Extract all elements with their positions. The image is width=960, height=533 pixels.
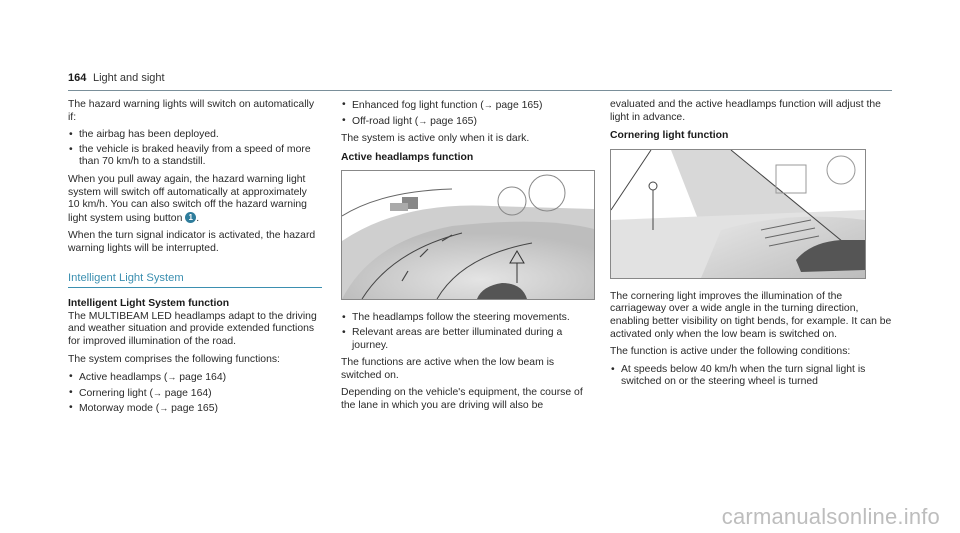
page-ref[interactable]: page 165) (427, 115, 477, 127)
section-title: Intelligent Light System (68, 271, 184, 284)
list-item (68, 371, 320, 385)
column-1 (68, 99, 320, 421)
list-item (68, 387, 320, 401)
page-ref-arrow-icon: → (159, 403, 169, 414)
advance-adjust-paragraph: evaluated and the active headlamps function will adjust the light in advance. (610, 99, 881, 123)
page-ref-arrow-icon: → (167, 372, 177, 383)
paragraph-end: . (196, 212, 200, 224)
item-text: Cornering light ( (79, 387, 153, 399)
item-text: Enhanced fog light function ( (352, 100, 484, 111)
column-3 (610, 99, 892, 394)
functions-list (68, 371, 320, 416)
page-ref[interactable]: page 165) (492, 100, 543, 111)
list-item: • The headlamps follow the steering movements. (341, 312, 594, 325)
paragraph-text: When you pull away again, the hazard warning light system will switch off automatically at approximately 10 km/h. You can also switch off the hazard warning light system using button (68, 173, 307, 224)
item-text: Motorway mode ( (79, 403, 160, 415)
list-item: • Relevant areas are better illuminated during a journey. (341, 327, 594, 352)
list-item (341, 99, 594, 113)
subheading-active-headlamps: Active headlamps function (341, 151, 474, 163)
equipment-paragraph: Depending on the vehicle's equipment, the course of the lane in which you are driving will also be (341, 387, 583, 411)
subheading-cornering-light: Cornering light function (610, 130, 729, 142)
page-ref[interactable]: page 164) (161, 387, 212, 399)
low-beam-paragraph: The functions are active when the low beam is switched on. (341, 357, 555, 381)
cornering-description: The cornering light improves the illumination of the carriageway over a wide angle in the turning direction, enabling better visibility on tight bends, for example. It can be activated only when the low beam is switched on. (610, 290, 892, 340)
item-text: Active headlamps ( (79, 372, 168, 384)
chapter-title: Light and sight (93, 72, 165, 84)
section-rule (68, 287, 322, 288)
functions-list-continued (341, 99, 594, 128)
page-ref[interactable]: page 165) (168, 403, 218, 415)
hazard-conditions-list (68, 129, 320, 169)
conditions-list (610, 364, 892, 389)
list-item (68, 402, 320, 416)
list-item: • the vehicle is braked heavily from a speed of more than 70 km/h to a standstill. (68, 144, 320, 169)
page-ref-arrow-icon: → (483, 100, 493, 110)
cornering-light-illustration (610, 149, 866, 279)
turn-signal-paragraph: When the turn signal indicator is activated, the hazard warning lights will be interrupted. (68, 230, 316, 254)
page-ref[interactable]: page 164) (176, 372, 227, 384)
item-text: Off-road light ( (352, 115, 419, 127)
subheading-ils-function: Intelligent Light System function (68, 298, 230, 310)
page-ref-arrow-icon: → (418, 115, 428, 126)
list-item (341, 115, 594, 129)
intersection-drawing (611, 150, 865, 278)
page-number: 164 (68, 72, 87, 84)
active-headlamps-list (341, 312, 594, 352)
functions-intro: The system comprises the following functions: (68, 353, 280, 365)
active-headlamps-illustration (341, 170, 595, 300)
list-item: • the airbag has been deployed. (68, 129, 320, 142)
list-item: • At speeds below 40 km/h when the turn signal light is switched on or the steering wheel is turned (610, 364, 892, 389)
hazard-switch-off-paragraph (68, 174, 320, 225)
conditions-intro: The function is active under the following conditions: (610, 346, 851, 358)
column-2 (341, 99, 594, 418)
page-ref-arrow-icon: → (152, 387, 162, 398)
curved-road-drawing (342, 171, 594, 299)
multibeam-paragraph: The MULTIBEAM LED headlamps adapt to the driving and weather situation and provide extended functions for improved illumination of the road. (68, 310, 317, 347)
hazard-intro: The hazard warning lights will switch on automatically if: (68, 99, 315, 123)
page-header (68, 72, 892, 90)
active-when-dark: The system is active only when it is dark. (341, 133, 530, 145)
button-callout-1: 1 (185, 212, 196, 223)
watermark: carmanualsonline.info (721, 504, 940, 529)
header-rule (68, 90, 892, 91)
